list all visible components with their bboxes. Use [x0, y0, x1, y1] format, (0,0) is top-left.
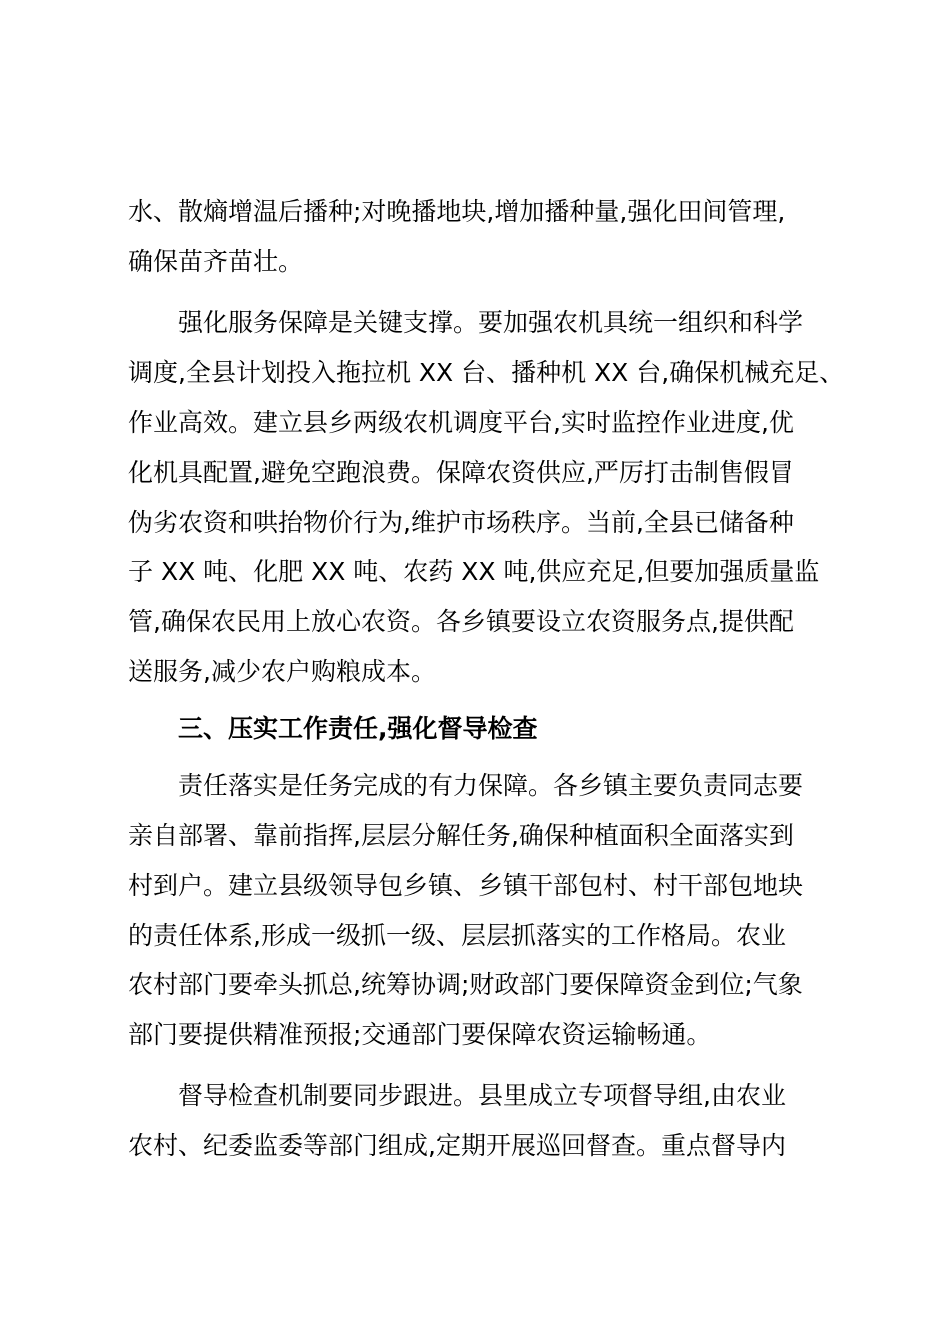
paragraph-3-line-2: 亲自部署、靠前指挥,层层分解任务,确保种植面积全面落实到 [128, 821, 794, 850]
paragraph-2-line-3: 作业高效。建立县乡两级农机调度平台,实时监控作业进度,优 [128, 408, 794, 437]
paragraph-1-line-2: 确保苗齐苗壮。 [128, 247, 304, 276]
paragraph-2-line-7: 管,确保农民用上放心农资。各乡镇要设立农资服务点,提供配 [128, 607, 794, 636]
paragraph-2-line-5: 伪劣农资和哄抬物价行为,维护市场秩序。当前,全县已储备种 [128, 508, 794, 537]
paragraph-2-line-4: 化机具配置,避免空跑浪费。保障农资供应,严厉打击制售假冒 [128, 458, 794, 487]
paragraph-3-line-5: 农村部门要牵头抓总,统筹协调;财政部门要保障资金到位;气象 [128, 970, 803, 999]
paragraph-2-line-2: 调度,全县计划投入拖拉机 XX 台、播种机 XX 台,确保机械充足、 [128, 358, 845, 387]
paragraph-3-line-3: 村到户。建立县级领导包乡镇、乡镇干部包村、村干部包地块 [128, 871, 804, 900]
paragraph-2-line-1: 强化服务保障是关键支撑。要加强农机具统一组织和科学 [178, 308, 804, 337]
paragraph-4-line-2: 农村、纪委监委等部门组成,定期开展巡回督查。重点督导内 [128, 1131, 786, 1160]
paragraph-3-line-6: 部门要提供精准预报;交通部门要保障农资运输畅通。 [128, 1020, 712, 1049]
paragraph-4-line-1: 督导检查机制要同步跟进。县里成立专项督导组,由农业 [178, 1081, 786, 1110]
paragraph-3-line-1: 责任落实是任务完成的有力保障。各乡镇主要负责同志要 [178, 771, 804, 800]
section-heading-3: 三、压实工作责任,强化督导检查 [178, 714, 538, 743]
paragraph-2-line-8: 送服务,减少农户购粮成本。 [128, 657, 436, 686]
paragraph-1-line-1: 水、散熵增温后播种;对晚播地块,增加播种量,强化田间管理, [128, 197, 786, 226]
paragraph-3-line-4: 的责任体系,形成一级抓一级、层层抓落实的工作格局。农业 [128, 921, 786, 950]
paragraph-2-line-6: 子 XX 吨、化肥 XX 吨、农药 XX 吨,供应充足,但要加强质量监 [128, 557, 820, 586]
